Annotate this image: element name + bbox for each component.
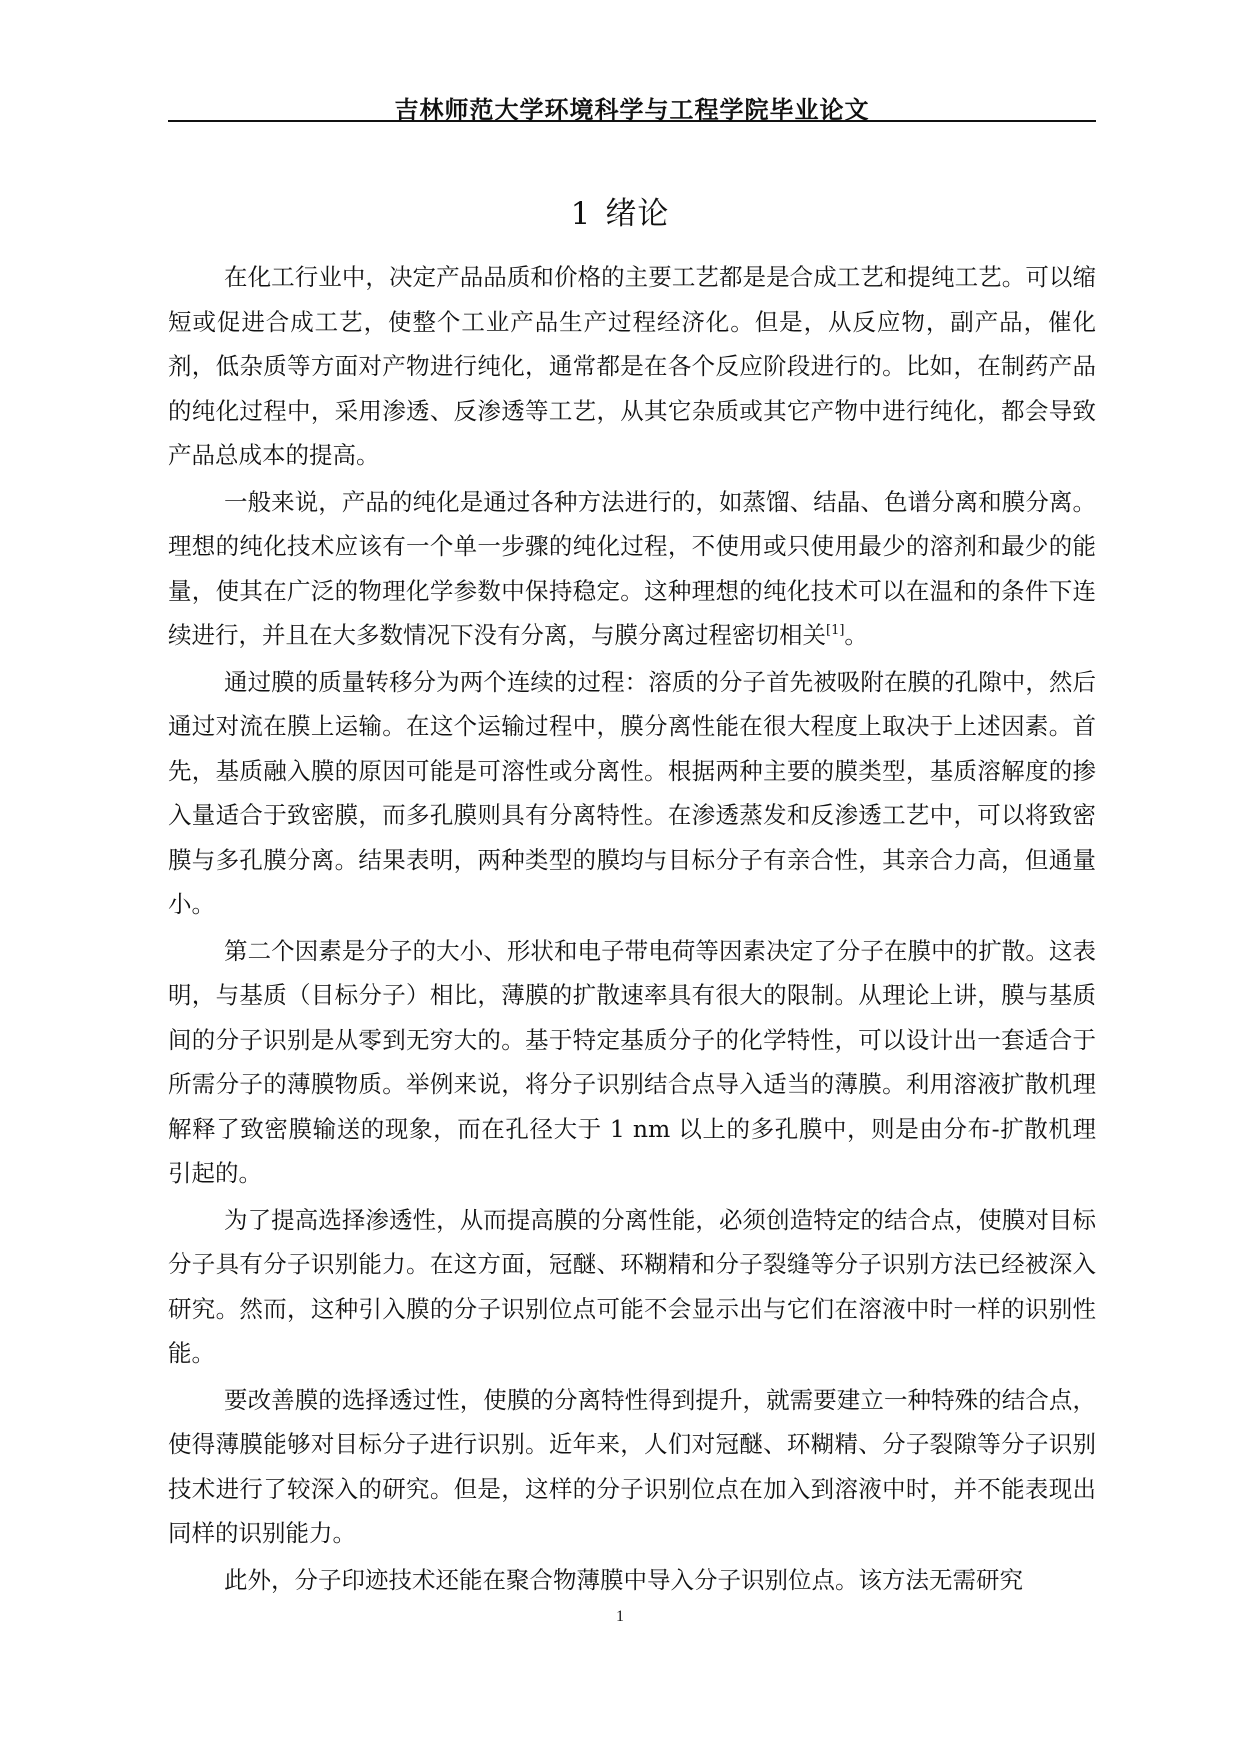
chapter-heading <box>0 188 1240 233</box>
paragraph-text: 一般来说，产品的纯化是通过各种方法进行的，如蒸馏、结晶、色谱分离和膜分离。理想的纯化技术应该有一个单一步骤的纯化过程，不使用或只使用最少的溶剂和最少的能量，使其在广泛的物理化学参数中保持稳定。这种理想的纯化技术可以在温和的条件下连续进行，并且在大多数情况下没有分离，与膜分离过程密切相关 <box>168 487 1096 649</box>
chapter-number: 1 <box>570 196 592 232</box>
paragraph-tail: 。 <box>844 621 868 649</box>
paragraph-text: 要改善膜的选择透过性，使膜的分离特性得到提升，就需要建立一种特殊的结合点，使得薄膜能够对目标分子进行识别。近年来，人们对冠醚、环糊精、分子裂隙等分子识别技术进行了较深入的研究。但是，这样的分子识别位点在加入到溶液中时，并不能表现出同样的识别能力。 <box>168 1385 1096 1547</box>
paragraph <box>168 929 1096 1196</box>
paragraph <box>168 1378 1096 1556</box>
paragraph-text: 在化工行业中，决定产品品质和价格的主要工艺都是是合成工艺和提纯工艺。可以缩短或促进合成工艺，使整个工业产品生产过程经济化。但是，从反应物，副产品，催化剂，低杂质等方面对产物进行纯化，通常都是在各个反应阶段进行的。比如，在制药产品的纯化过程中，采用渗透、反渗透等工艺，从其它杂质或其它产物中进行纯化，都会导致产品总成本的提高。 <box>168 263 1096 469</box>
paragraph-text: 为了提高选择渗透性，从而提高膜的分离性能，必须创造特定的结合点，使膜对目标分子具有分子识别能力。在这方面，冠醚、环糊精和分子裂缝等分子识别方法已经被深入研究。然而，这种引入膜的分子识别位点可能不会显示出与它们在溶液中时一样的识别性能。 <box>168 1205 1096 1367</box>
paragraph-text: 通过膜的质量转移分为两个连续的过程：溶质的分子首先被吸附在膜的孔隙中，然后通过对流在膜上运输。在这个运输过程中，膜分离性能在很大程度上取决于上述因素。首先，基质融入膜的原因可能是可溶性或分离性。根据两种主要的膜类型，基质溶解度的掺入量适合于致密膜，而多孔膜则具有分离特性。在渗透蒸发和反渗透工艺中，可以将致密膜与多孔膜分离。结果表明，两种类型的膜均与目标分子有亲合性，其亲合力高，但通量小。 <box>168 667 1096 918</box>
paragraph-text: 此外，分子印迹技术还能在聚合物薄膜中导入分子识别位点。该方法无需研究 <box>224 1565 1023 1594</box>
citation-marker: [1] <box>826 623 845 639</box>
paragraph <box>168 1558 1096 1603</box>
paragraph <box>168 1198 1096 1376</box>
header-rule <box>168 120 1096 122</box>
page-number: 1 <box>616 1608 624 1625</box>
paragraph <box>168 480 1096 658</box>
chapter-title: 绪论 <box>605 196 670 232</box>
body-text <box>168 255 1096 1604</box>
paragraph <box>168 255 1096 478</box>
paragraph-text: 第二个因素是分子的大小、形状和电子带电荷等因素决定了分子在膜中的扩散。这表明，与基质（目标分子）相比，薄膜的扩散速率具有很大的限制。从理论上讲，膜与基质间的分子识别是从零到无穷大的。基于特定基质分子的化学特性，可以设计出一套适合于所需分子的薄膜物质。举例来说，将分子识别结合点导入适当的薄膜。利用溶液扩散机理解释了致密膜输送的现象，而在孔径大于 1 nm 以上的多孔膜中，则是由分布-扩散机理引起的。 <box>168 936 1096 1187</box>
paragraph <box>168 660 1096 927</box>
running-header: 吉林师范大学环境科学与工程学院毕业论文 <box>394 96 870 124</box>
